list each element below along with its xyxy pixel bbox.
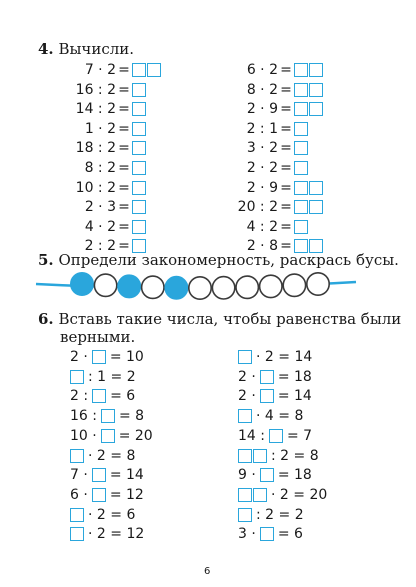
equation-expression: 14 : 2 bbox=[75, 101, 116, 118]
answer-box[interactable] bbox=[294, 161, 308, 175]
task-4-right-equation bbox=[0, 100, 323, 118]
equals-sign: = bbox=[280, 140, 292, 157]
task-4-number: 4. bbox=[38, 40, 54, 58]
task-5-number: 5. bbox=[38, 251, 54, 269]
page-number: 6 bbox=[204, 566, 211, 577]
answer-box[interactable] bbox=[294, 181, 308, 195]
missing-number-box[interactable] bbox=[70, 508, 84, 522]
task-6-left-equation bbox=[70, 348, 144, 366]
equation-expression: 2 · 9 bbox=[246, 101, 278, 118]
task-6-left-equation bbox=[70, 387, 135, 405]
equation-expression: 10 : 2 bbox=[75, 179, 116, 196]
task-6-right-equation bbox=[238, 447, 319, 465]
task-6-right-equation bbox=[238, 368, 312, 386]
equation-part: = 8 bbox=[118, 408, 145, 425]
answer-box[interactable] bbox=[294, 220, 308, 234]
missing-number-box[interactable] bbox=[260, 389, 274, 403]
bead-empty[interactable] bbox=[307, 273, 329, 295]
answer-box[interactable] bbox=[294, 141, 308, 155]
task-6-left-equation bbox=[70, 368, 136, 386]
task-5-title: Определи закономерность, раскрась бусы. bbox=[58, 251, 399, 269]
equals-sign: = bbox=[118, 120, 130, 137]
equation-expression: 8 : 2 bbox=[84, 160, 116, 176]
equation-part: = 18 bbox=[277, 467, 312, 484]
equation-part: = 12 bbox=[109, 486, 144, 503]
equals-sign: = bbox=[280, 218, 292, 235]
equation-part: 9 · bbox=[238, 467, 256, 484]
equation-part: = 18 bbox=[277, 368, 312, 385]
equation-part: = 10 bbox=[109, 349, 144, 365]
task-6-right-equation bbox=[238, 466, 312, 484]
missing-number-box[interactable] bbox=[101, 409, 115, 423]
task-5-heading bbox=[38, 251, 399, 269]
equation-part: : 1 = 2 bbox=[88, 368, 136, 385]
missing-number-box[interactable] bbox=[260, 527, 274, 541]
equation-part: 10 · bbox=[70, 427, 97, 444]
equation-part: 2 · bbox=[238, 368, 256, 385]
bead-empty[interactable] bbox=[142, 276, 164, 298]
task-6-left-equation bbox=[70, 525, 144, 543]
equation-part: · 2 = 12 bbox=[88, 526, 145, 543]
task-4-right-equation bbox=[0, 120, 308, 138]
equation-part: = 14 bbox=[277, 388, 312, 405]
task-6-left-equation bbox=[70, 486, 144, 504]
missing-number-box[interactable] bbox=[92, 389, 106, 403]
answer-box[interactable] bbox=[309, 200, 323, 214]
equation-expression: 4 : 2 bbox=[246, 218, 278, 235]
task-6-left-equation bbox=[70, 506, 135, 524]
task-6-right-equation bbox=[238, 506, 304, 524]
equation-expression: 2 · 8 bbox=[246, 238, 278, 255]
equals-sign: = bbox=[280, 160, 292, 176]
bead-empty[interactable] bbox=[236, 276, 258, 298]
equals-sign: = bbox=[280, 238, 292, 255]
bead-colored[interactable] bbox=[71, 273, 93, 295]
task-4-right-equation bbox=[0, 198, 323, 216]
equation-part: 16 : bbox=[70, 408, 97, 425]
task-6-left-equation bbox=[70, 427, 153, 445]
task-4-right-equation bbox=[0, 139, 308, 157]
equation-expression: 6 · 2 bbox=[246, 62, 278, 78]
equation-expression: 7 · 2 bbox=[84, 62, 116, 78]
task-6-right-equation bbox=[238, 348, 312, 366]
missing-number-box[interactable] bbox=[260, 468, 274, 482]
task-4-heading bbox=[38, 40, 134, 58]
missing-number-box[interactable] bbox=[238, 488, 252, 502]
equals-sign: = bbox=[118, 179, 130, 196]
missing-number-box[interactable] bbox=[92, 468, 106, 482]
task-6-heading bbox=[38, 310, 401, 328]
missing-number-box[interactable] bbox=[238, 449, 252, 463]
task-4-right-equation bbox=[0, 159, 308, 177]
missing-number-box[interactable] bbox=[253, 449, 267, 463]
equation-expression: 3 · 2 bbox=[246, 140, 278, 157]
equation-expression: 2 · 9 bbox=[246, 179, 278, 196]
missing-number-box[interactable] bbox=[70, 370, 84, 384]
answer-box[interactable] bbox=[294, 63, 308, 77]
task-4-right-equation bbox=[0, 81, 323, 99]
equals-sign: = bbox=[118, 140, 130, 157]
missing-number-box[interactable] bbox=[238, 350, 252, 364]
task-6-title-line-2: верными. bbox=[60, 328, 136, 346]
bead-empty[interactable] bbox=[189, 277, 211, 299]
answer-box[interactable] bbox=[294, 122, 308, 136]
equation-expression: 2 · 2 bbox=[246, 160, 278, 176]
missing-number-box[interactable] bbox=[238, 508, 252, 522]
beads-string bbox=[30, 268, 365, 308]
equals-sign: = bbox=[118, 238, 130, 255]
equation-part: 2 · bbox=[70, 349, 88, 365]
equation-part: 2 · bbox=[238, 388, 256, 405]
equals-sign: = bbox=[280, 179, 292, 196]
bead-colored[interactable] bbox=[165, 277, 187, 299]
equation-part: · 4 = 8 bbox=[256, 408, 304, 425]
task-6-right-equation bbox=[238, 525, 303, 543]
equals-sign: = bbox=[118, 218, 130, 235]
equation-expression: 2 : 1 bbox=[246, 120, 278, 137]
task-6-left-equation bbox=[70, 407, 144, 425]
equals-sign: = bbox=[280, 81, 292, 98]
equation-expression: 20 : 2 bbox=[237, 199, 278, 216]
equation-part: 3 · bbox=[238, 526, 256, 543]
task-6-right-equation bbox=[238, 387, 312, 405]
bead-empty[interactable] bbox=[283, 274, 305, 296]
equation-part: · 2 = 20 bbox=[271, 486, 328, 503]
equation-part: 2 : bbox=[70, 388, 89, 405]
equation-expression: 2 · 3 bbox=[84, 199, 116, 216]
missing-number-box[interactable] bbox=[92, 488, 106, 502]
answer-box[interactable] bbox=[294, 200, 308, 214]
equation-expression: 2 : 2 bbox=[84, 238, 116, 255]
task-6-right-equation bbox=[238, 427, 312, 445]
task-6-left-equation bbox=[70, 447, 135, 465]
missing-number-box[interactable] bbox=[92, 350, 106, 364]
bead-empty[interactable] bbox=[94, 274, 116, 296]
equation-part: = 6 bbox=[277, 526, 303, 543]
equation-part: = 7 bbox=[286, 427, 313, 444]
equation-part: 14 : bbox=[238, 427, 265, 444]
answer-box[interactable] bbox=[309, 102, 323, 116]
task-6-left-equation bbox=[70, 466, 144, 484]
missing-number-box[interactable] bbox=[238, 409, 252, 423]
equation-part: · 2 = 8 bbox=[88, 447, 136, 464]
missing-number-box[interactable] bbox=[260, 370, 274, 384]
equation-part: = 6 bbox=[110, 388, 136, 405]
missing-number-box[interactable] bbox=[253, 488, 267, 502]
task-4-right-equation bbox=[0, 179, 323, 197]
equals-sign: = bbox=[280, 62, 292, 78]
task-6-right-equation bbox=[238, 407, 303, 425]
equals-sign: = bbox=[280, 199, 292, 216]
bead-empty[interactable] bbox=[212, 277, 234, 299]
equation-part: = 20 bbox=[118, 427, 153, 444]
equation-part: : 2 = 8 bbox=[271, 447, 319, 464]
equation-expression: 8 · 2 bbox=[246, 81, 278, 98]
equation-expression: 4 · 2 bbox=[84, 218, 116, 235]
equation-part: · 2 = 6 bbox=[88, 506, 136, 523]
equals-sign: = bbox=[280, 120, 292, 137]
task-4-right-equation bbox=[0, 218, 308, 236]
equation-part: : 2 = 2 bbox=[256, 506, 304, 523]
equals-sign: = bbox=[118, 199, 130, 216]
task-6-title-line-1: Вставь такие числа, чтобы равенства были bbox=[58, 310, 402, 328]
answer-box[interactable] bbox=[294, 102, 308, 116]
bead-empty[interactable] bbox=[260, 275, 282, 297]
answer-box[interactable] bbox=[309, 63, 323, 77]
equation-part: · 2 = 14 bbox=[256, 349, 313, 365]
equals-sign: = bbox=[118, 81, 130, 98]
task-4-right-equation bbox=[0, 61, 323, 79]
equation-expression: 18 : 2 bbox=[75, 140, 116, 157]
answer-box[interactable] bbox=[309, 181, 323, 195]
equals-sign: = bbox=[118, 62, 130, 78]
equals-sign: = bbox=[118, 160, 130, 176]
equation-expression: 1 · 2 bbox=[84, 120, 116, 137]
task-6-number: 6. bbox=[38, 310, 54, 328]
equals-sign: = bbox=[280, 101, 292, 118]
missing-number-box[interactable] bbox=[101, 429, 115, 443]
task-4-title: Вычисли. bbox=[58, 40, 135, 58]
equation-expression: 16 : 2 bbox=[75, 81, 116, 98]
equals-sign: = bbox=[118, 101, 130, 118]
missing-number-box[interactable] bbox=[269, 429, 283, 443]
equation-part: 6 · bbox=[70, 486, 88, 503]
equation-part: = 14 bbox=[109, 467, 144, 484]
bead-colored[interactable] bbox=[118, 275, 140, 297]
missing-number-box[interactable] bbox=[70, 449, 84, 463]
answer-box[interactable] bbox=[294, 83, 308, 97]
equation-part: 7 · bbox=[70, 467, 88, 484]
missing-number-box[interactable] bbox=[70, 527, 84, 541]
answer-box[interactable] bbox=[309, 83, 323, 97]
task-6-right-equation bbox=[238, 486, 327, 504]
